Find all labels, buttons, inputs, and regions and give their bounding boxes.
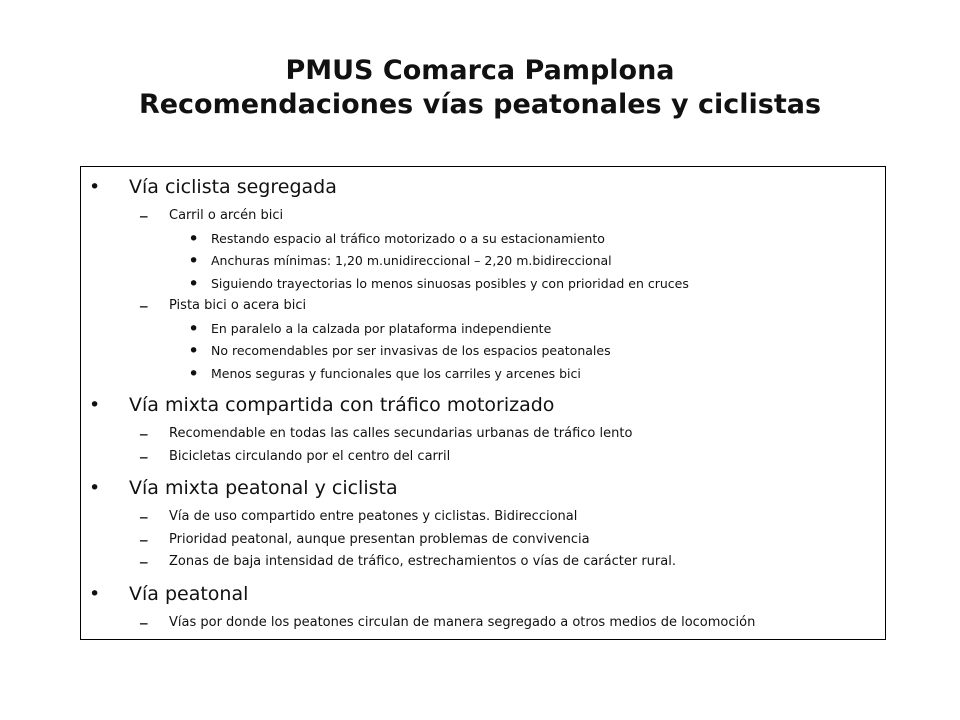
sub-item <box>81 612 885 635</box>
bullet-marker: • <box>188 227 200 250</box>
subsub-item-text: Menos seguras y funcionales que los carriles y arcenes bici <box>211 365 581 381</box>
bullet-item <box>81 393 885 468</box>
sub-item-text: Recomendable en todas las calles secundarias urbanas de tráfico lento <box>169 426 633 441</box>
bullet-marker: • <box>89 582 101 605</box>
dash-marker: – <box>139 445 149 468</box>
subsub-item-text: Siguiendo trayectorias lo menos sinuosas posibles y con prioridad en cruces <box>211 275 689 291</box>
subsub-item <box>81 340 885 363</box>
subsub-item-text: En paralelo a la calzada por plataforma independiente <box>211 320 552 336</box>
sub-list <box>129 506 885 574</box>
dash-marker: – <box>139 295 149 317</box>
bullet-item <box>81 476 885 574</box>
bullet-list <box>81 175 885 634</box>
subsub-list <box>169 318 885 386</box>
bullet-text: Vía peatonal <box>129 582 249 605</box>
bullet-marker: • <box>89 477 101 499</box>
bullet-marker: • <box>188 340 200 362</box>
subsub-item <box>81 228 885 251</box>
bullet-item <box>81 175 885 385</box>
sub-item-text: Carril o arcén bici <box>169 208 284 223</box>
bullet-marker: • <box>188 362 200 385</box>
subsub-item-text: Restando espacio al tráfico motorizado o a su estacionamiento <box>211 230 605 246</box>
subsub-item-text: Anchuras mínimas: 1,20 m.unidireccional – 2,20 m.bidireccional <box>211 253 612 268</box>
title-line-1: PMUS Comarca Pamplona <box>285 55 675 86</box>
subsub-item-text: No recomendables por ser invasivas de los espacios peatonales <box>211 343 611 358</box>
content-box <box>80 166 886 640</box>
subsub-item <box>81 363 885 386</box>
sub-item <box>81 446 885 469</box>
bullet-marker: • <box>188 250 200 272</box>
dash-marker: – <box>139 423 149 445</box>
sub-item-text: Pista bici o acera bici <box>169 298 307 313</box>
bullet-text: Vía mixta compartida con tráfico motorizado <box>129 394 555 416</box>
title-line-2: Recomendaciones vías peatonales y ciclistas <box>138 89 822 120</box>
bullet-item <box>81 582 885 635</box>
bullet-marker: • <box>89 176 101 198</box>
subsub-item <box>81 318 885 341</box>
sub-item <box>81 205 885 295</box>
dash-marker: – <box>139 205 149 227</box>
subsub-item <box>81 273 885 296</box>
sub-item <box>81 423 885 446</box>
bullet-marker: • <box>188 317 200 340</box>
sub-item <box>81 506 885 529</box>
dash-marker: – <box>139 611 149 634</box>
dash-marker: – <box>139 551 149 573</box>
sub-list <box>129 205 885 385</box>
dash-marker: – <box>139 506 149 528</box>
bullet-text: Vía mixta peatonal y ciclista <box>129 477 398 499</box>
bullet-marker: • <box>89 394 101 416</box>
sub-item-text: Bicicletas circulando por el centro del carril <box>169 448 451 464</box>
sub-list <box>129 612 885 635</box>
bullet-text: Vía ciclista segregada <box>129 176 337 198</box>
sub-item <box>81 295 885 385</box>
subsub-list <box>169 228 885 296</box>
sub-item <box>81 529 885 552</box>
sub-list <box>129 423 885 468</box>
subsub-item <box>81 250 885 273</box>
sub-item-text: Zonas de baja intensidad de tráfico, estrechamientos o vías de carácter rural. <box>169 554 676 569</box>
dash-marker: – <box>139 528 149 551</box>
sub-item-text: Vía de uso compartido entre peatones y ciclistas. Bidireccional <box>169 509 578 524</box>
bullet-marker: • <box>188 272 200 295</box>
sub-item-text: Prioridad peatonal, aunque presentan problemas de convivencia <box>169 531 590 547</box>
sub-item <box>81 551 885 574</box>
slide-title <box>0 54 960 122</box>
sub-item-text: Vías por donde los peatones circulan de manera segregado a otros medios de locomoción <box>169 614 756 630</box>
